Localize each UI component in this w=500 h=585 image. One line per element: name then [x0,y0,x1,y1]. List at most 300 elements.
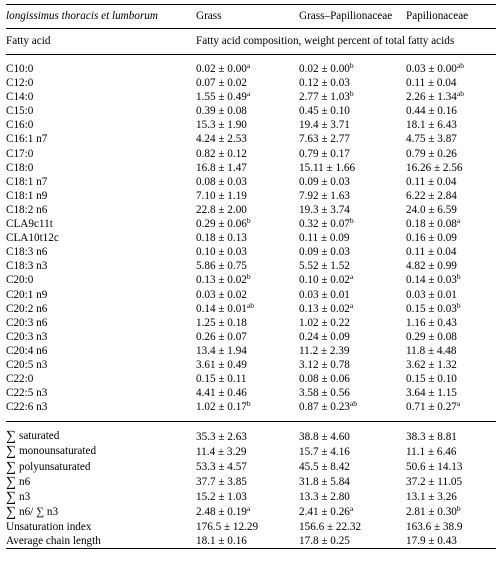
cell-grass-papilionaceae [299,505,406,520]
cell-grass-papilionaceae-value: 0.08 ± 0.06 [299,373,350,386]
row-label [6,161,196,175]
table-row [6,231,496,245]
table-row [6,203,496,217]
spacer-row [6,55,496,63]
cell-papilionaceae-value: 163.6 ± 38.9 [406,520,463,533]
cell-grass [196,104,299,118]
row-label-text: C22:5 n3 [6,387,48,400]
table-row [6,217,496,231]
table-row [6,400,496,414]
cell-grass [196,444,299,459]
header-grass-papilionaceae: Grass–Papilionaceae [299,10,393,22]
row-label [6,316,196,330]
row-label-text: C20:0 [6,274,34,287]
row-label [6,217,196,231]
cell-grass [196,344,299,358]
subheader-row [6,29,496,55]
cell-grass-papilionaceae [299,460,406,475]
cell-grass-value: 0.13 ± 0.02 [196,274,247,287]
cell-papilionaceae-value: 0.29 ± 0.08 [406,330,457,343]
row-label [6,372,196,386]
row-label-text: n6 [18,475,31,488]
cell-grass-value: 0.02 ± 0.00 [196,63,247,75]
cell-grass [196,520,299,534]
cell-grass-papilionaceae-superscript: b [349,89,354,99]
table-row [6,330,496,344]
cell-papilionaceae [406,259,496,273]
row-label-text: C17:0 [6,147,34,160]
cell-grass-papilionaceae-superscript: b [349,61,354,70]
row-label-text: C14:0 [6,91,34,104]
cell-papilionaceae-value: 0.11 ± 0.04 [406,175,457,188]
row-label [6,175,196,189]
table-row [6,302,496,316]
cell-papilionaceae-value: 50.6 ± 14.13 [406,461,463,474]
cell-papilionaceae [406,475,496,490]
cell-grass-papilionaceae-superscript: b [349,216,354,226]
table-row [6,259,496,273]
cell-grass [196,231,299,245]
cell-papilionaceae-value: 4.75 ± 3.87 [406,133,457,146]
cell-grass [196,316,299,330]
cell-grass-papilionaceae-value: 0.12 ± 0.03 [299,77,350,90]
cell-grass [196,90,299,104]
row-label-text: C18:1 n7 [6,175,48,188]
cell-papilionaceae-value: 11.1 ± 6.46 [406,445,457,458]
row-label [6,330,196,344]
row-label-text: C18:1 n9 [6,189,48,202]
table-row [6,245,496,259]
table-row [6,444,496,459]
cell-papilionaceae [406,316,496,330]
cell-papilionaceae [406,273,496,287]
row-label [6,203,196,217]
cell-grass-papilionaceae-value: 0.11 ± 0.09 [299,232,350,245]
cell-papilionaceae [406,444,496,459]
cell-grass-papilionaceae [299,330,406,344]
row-label-text: C18:3 n3 [6,260,48,273]
table-row [6,189,496,203]
row-label-text: n3 [18,490,31,503]
table-row [6,358,496,372]
cell-grass [196,475,299,490]
cell-grass [196,217,299,231]
cell-grass-superscript: b [246,399,251,409]
row-label [6,534,196,549]
row-label-text: n6/ ∑ n3 [18,505,59,518]
row-label-text: CLA10t12c [6,232,59,245]
cell-grass-value: 16.8 ± 1.47 [196,161,247,174]
cell-grass-value: 0.10 ± 0.03 [196,246,247,259]
cell-grass-papilionaceae [299,90,406,104]
sum-symbol: ∑ [6,459,16,475]
row-label [6,400,196,414]
cell-grass-value: 4.24 ± 2.53 [196,133,247,146]
cell-papilionaceae [406,90,496,104]
cell-grass-papilionaceae-value: 0.03 ± 0.01 [299,288,350,301]
cell-grass-value: 7.10 ± 1.19 [196,189,247,202]
cell-papilionaceae [406,372,496,386]
cell-grass-papilionaceae-value: 0.09 ± 0.03 [299,246,350,259]
cell-papilionaceae-value: 11.8 ± 4.48 [406,344,457,357]
cell-grass-papilionaceae-value: 0.10 ± 0.02 [299,274,350,287]
row-label-text: C15:0 [6,105,34,118]
cell-grass-value: 0.07 ± 0.02 [196,77,247,90]
cell-grass [196,118,299,132]
cell-grass-value: 15.3 ± 1.90 [196,119,247,132]
cell-papilionaceae-value: 13.1 ± 3.26 [406,491,457,504]
table-row [6,273,496,287]
cell-grass-value: 0.08 ± 0.03 [196,175,247,188]
row-label [6,505,196,520]
cell-papilionaceae [406,118,496,132]
cell-grass [196,273,299,287]
row-label [6,288,196,302]
cell-grass [196,302,299,316]
cell-grass-papilionaceae [299,534,406,549]
row-label [6,302,196,316]
cell-grass-value: 22.8 ± 2.00 [196,203,247,216]
row-label-text: C22:0 [6,373,34,386]
row-label [6,273,196,287]
cell-grass-papilionaceae-value: 2.41 ± 0.26 [299,506,350,519]
row-label [6,344,196,358]
sum-symbol: ∑ [6,504,16,520]
cell-grass-papilionaceae [299,302,406,316]
cell-grass [196,330,299,344]
row-label-text: C20:3 n3 [6,330,48,343]
cell-papilionaceae-value: 0.15 ± 0.03 [406,302,457,315]
cell-grass-superscript: a [246,61,251,70]
cell-papilionaceae-value: 0.03 ± 0.01 [406,288,457,301]
cell-papilionaceae-value: 2.81 ± 0.30 [406,506,457,519]
cell-grass-papilionaceae-value: 0.02 ± 0.00 [299,63,350,75]
cell-grass-papilionaceae-value: 2.77 ± 1.03 [299,91,350,104]
row-label [6,62,196,76]
cell-grass-value: 11.4 ± 3.29 [196,445,247,458]
row-label-text: C16:0 [6,119,34,132]
cell-grass-papilionaceae [299,147,406,161]
table-row [6,386,496,400]
cell-papilionaceae [406,132,496,146]
cell-papilionaceae-value: 17.9 ± 0.43 [406,535,457,547]
row-label-text: saturated [18,430,60,443]
row-label [6,520,196,534]
cell-grass-value: 0.26 ± 0.07 [196,330,247,343]
cell-papilionaceae-value: 4.82 ± 0.99 [406,260,457,273]
cell-papilionaceae [406,231,496,245]
cell-papilionaceae-superscript: a [456,399,461,409]
cell-grass-papilionaceae [299,344,406,358]
cell-grass-papilionaceae [299,400,406,414]
table-row [6,147,496,161]
row-label-text: C20:4 n6 [6,344,48,357]
cell-grass-value: 0.15 ± 0.11 [196,373,247,386]
cell-grass-papilionaceae [299,316,406,330]
row-label-text: C18:2 n6 [6,203,48,216]
cell-papilionaceae [406,520,496,534]
cell-grass-papilionaceae-superscript: a [349,272,354,282]
table-row [6,132,496,146]
cell-grass [196,161,299,175]
cell-grass-papilionaceae-value: 13.3 ± 2.80 [299,491,350,504]
table-row [6,372,496,386]
row-label-text: C20:2 n6 [6,302,48,315]
cell-grass-papilionaceae-value: 45.5 ± 8.42 [299,461,350,474]
cell-papilionaceae [406,147,496,161]
cell-papilionaceae [406,161,496,175]
cell-grass-papilionaceae [299,132,406,146]
table-row [6,475,496,490]
cell-grass [196,372,299,386]
table-row [6,118,496,132]
row-label-text: C12:0 [6,77,34,90]
cell-grass-papilionaceae [299,189,406,203]
table-row [6,490,496,505]
cell-grass [196,62,299,76]
cell-grass [196,400,299,414]
cell-grass-value: 37.7 ± 3.85 [196,476,247,489]
table-row [6,460,496,475]
row-label-text: C20:5 n3 [6,358,48,371]
cell-papilionaceae-value: 0.11 ± 0.04 [406,246,457,259]
subheader-composition: Fatty acid composition, weight percent of total fatty acids [196,35,455,47]
row-label [6,76,196,90]
cell-grass [196,358,299,372]
cell-grass-papilionaceae [299,76,406,90]
cell-grass-papilionaceae-value: 19.4 ± 3.71 [299,119,350,132]
header-muscle: longissimus thoracis et lumborum [6,10,158,22]
cell-papilionaceae-value: 6.22 ± 2.84 [406,189,457,202]
cell-grass-papilionaceae-value: 7.92 ± 1.63 [299,189,350,202]
cell-grass [196,534,299,549]
cell-grass-papilionaceae [299,372,406,386]
cell-papilionaceae-superscript: b [456,300,461,310]
cell-papilionaceae-value: 0.11 ± 0.04 [406,77,457,90]
cell-papilionaceae-value: 16.26 ± 2.56 [406,161,463,174]
cell-grass-papilionaceae [299,490,406,505]
cell-papilionaceae [406,429,496,444]
cell-grass-papilionaceae [299,245,406,259]
cell-papilionaceae-value: 3.62 ± 1.32 [406,358,457,371]
cell-papilionaceae-value: 18.1 ± 6.43 [406,119,457,132]
cell-papilionaceae-value: 3.64 ± 1.15 [406,387,457,400]
cell-grass-value: 1.02 ± 0.17 [196,401,247,414]
cell-grass-papilionaceae [299,175,406,189]
cell-grass [196,175,299,189]
section-divider [6,414,496,422]
cell-grass-value: 2.48 ± 0.19 [196,506,247,519]
row-label-text: C20:1 n9 [6,288,48,301]
cell-grass-value: 18.1 ± 0.16 [196,535,247,547]
cell-papilionaceae [406,505,496,520]
cell-grass [196,189,299,203]
cell-grass-value: 13.4 ± 1.94 [196,344,247,357]
sum-symbol: ∑ [6,444,16,460]
cell-papilionaceae-value: 24.0 ± 6.59 [406,203,457,216]
row-label [6,147,196,161]
cell-grass-papilionaceae [299,161,406,175]
row-label [6,104,196,118]
cell-papilionaceae-superscript: b [456,272,461,282]
cell-grass-papilionaceae-value: 3.58 ± 0.56 [299,387,350,400]
cell-grass-papilionaceae-value: 15.11 ± 1.66 [299,161,356,174]
row-label-text: Unsaturation index [6,520,92,533]
cell-papilionaceae [406,62,496,76]
cell-grass [196,505,299,520]
cell-papilionaceae [406,104,496,118]
cell-papilionaceae [406,288,496,302]
cell-grass-papilionaceae [299,231,406,245]
cell-papilionaceae [406,203,496,217]
cell-grass-value: 3.61 ± 0.49 [196,358,247,371]
cell-grass-value: 0.03 ± 0.02 [196,288,247,301]
cell-grass-papilionaceae-value: 0.24 ± 0.09 [299,330,350,343]
cell-grass [196,288,299,302]
row-label-text: polyunsaturated [18,460,91,473]
cell-grass-papilionaceae [299,217,406,231]
cell-grass-papilionaceae-value: 17.8 ± 0.25 [299,535,350,547]
row-label-text: Average chain length [6,535,101,547]
cell-grass-papilionaceae [299,118,406,132]
cell-grass-papilionaceae-value: 11.2 ± 2.39 [299,344,350,357]
row-label-text: CLA9c11t [6,218,53,231]
cell-grass-value: 53.3 ± 4.57 [196,461,247,474]
cell-grass [196,490,299,505]
table-row [6,161,496,175]
row-label-text: C10:0 [6,63,34,75]
cell-grass [196,203,299,217]
cell-papilionaceae-value: 38.3 ± 8.81 [406,430,457,443]
cell-papilionaceae [406,175,496,189]
cell-papilionaceae [406,245,496,259]
row-label [6,429,196,444]
cell-papilionaceae [406,386,496,400]
cell-papilionaceae-value: 0.44 ± 0.16 [406,105,457,118]
cell-grass-papilionaceae-superscript: a [349,300,354,310]
cell-papilionaceae [406,217,496,231]
cell-papilionaceae-superscript: ab [456,61,464,70]
cell-grass-papilionaceae-value: 0.09 ± 0.03 [299,175,350,188]
cell-grass-value: 0.39 ± 0.08 [196,105,247,118]
row-label [6,90,196,104]
cell-grass-papilionaceae-value: 3.12 ± 0.78 [299,358,350,371]
cell-papilionaceae-value: 0.71 ± 0.27 [406,401,457,414]
table-row [6,90,496,104]
cell-papilionaceae [406,76,496,90]
row-label [6,490,196,505]
cell-grass [196,429,299,444]
cell-grass-papilionaceae-superscript: a [349,504,354,514]
cell-grass [196,460,299,475]
table-row [6,175,496,189]
table-header-row [6,5,496,29]
cell-grass-value: 0.18 ± 0.13 [196,232,247,245]
table-row [6,344,496,358]
header-papilionaceae: Papilionaceae [406,10,469,22]
cell-grass-superscript: a [246,89,251,99]
cell-papilionaceae-value: 0.03 ± 0.00 [406,63,457,75]
cell-papilionaceae-value: 0.79 ± 0.26 [406,147,457,160]
row-label-text: C22:6 n3 [6,401,48,414]
cell-grass-value: 0.14 ± 0.01 [196,302,247,315]
cell-grass-value: 0.29 ± 0.06 [196,218,247,231]
cell-grass-papilionaceae-value: 1.02 ± 0.22 [299,316,350,329]
sum-symbol: ∑ [6,489,16,505]
cell-grass-value: 35.3 ± 2.63 [196,430,247,443]
table-row [6,62,496,76]
cell-grass-papilionaceae [299,273,406,287]
cell-papilionaceae-value: 1.16 ± 0.43 [406,316,457,329]
cell-grass-value: 5.86 ± 0.75 [196,260,247,273]
cell-grass-papilionaceae-value: 38.8 ± 4.60 [299,430,350,443]
table-row [6,534,496,549]
cell-papilionaceae [406,358,496,372]
cell-grass-papilionaceae [299,104,406,118]
cell-papilionaceae [406,460,496,475]
cell-papilionaceae-value: 0.16 ± 0.09 [406,232,457,245]
fatty-acid-table [6,4,496,549]
cell-grass-value: 176.5 ± 12.29 [196,520,259,533]
cell-grass [196,76,299,90]
cell-grass-papilionaceae-value: 156.6 ± 22.32 [299,520,362,533]
cell-grass-papilionaceae-value: 15.7 ± 4.16 [299,445,350,458]
cell-grass [196,259,299,273]
subheader-fatty-acid: Fatty acid [6,35,51,47]
cell-papilionaceae-superscript: ab [456,89,464,99]
table-row [6,76,496,90]
cell-grass-superscript: a [246,504,251,514]
cell-grass-papilionaceae-value: 19.3 ± 3.74 [299,203,350,216]
cell-papilionaceae-value: 0.18 ± 0.08 [406,218,457,231]
table-row [6,316,496,330]
cell-papilionaceae-value: 2.26 ± 1.34 [406,91,457,104]
cell-papilionaceae [406,490,496,505]
cell-grass-papilionaceae [299,62,406,76]
cell-grass-papilionaceae [299,203,406,217]
cell-grass-value: 1.25 ± 0.18 [196,316,247,329]
row-label [6,189,196,203]
row-label [6,231,196,245]
cell-grass-papilionaceae-value: 7.63 ± 2.77 [299,133,350,146]
row-label [6,245,196,259]
cell-grass-papilionaceae [299,475,406,490]
row-label-text: C18:0 [6,161,34,174]
spacer-row [6,422,496,430]
row-label [6,132,196,146]
table-row [6,288,496,302]
cell-papilionaceae-superscript: b [456,504,461,514]
table-row [6,520,496,534]
row-label-text: C16:1 n7 [6,133,48,146]
row-label [6,444,196,459]
cell-grass-papilionaceae-value: 0.79 ± 0.17 [299,147,350,160]
row-label-text: C18:3 n6 [6,246,48,259]
sum-symbol: ∑ [6,474,16,490]
table-row [6,505,496,520]
row-label [6,475,196,490]
cell-papilionaceae-superscript: a [456,216,461,226]
cell-grass [196,386,299,400]
row-label [6,386,196,400]
cell-papilionaceae [406,400,496,414]
cell-papilionaceae [406,189,496,203]
cell-grass-papilionaceae [299,386,406,400]
row-label-text: C20:3 n6 [6,316,48,329]
cell-grass-papilionaceae-value: 0.32 ± 0.07 [299,218,350,231]
header-grass: Grass [196,10,222,22]
table-row [6,429,496,444]
